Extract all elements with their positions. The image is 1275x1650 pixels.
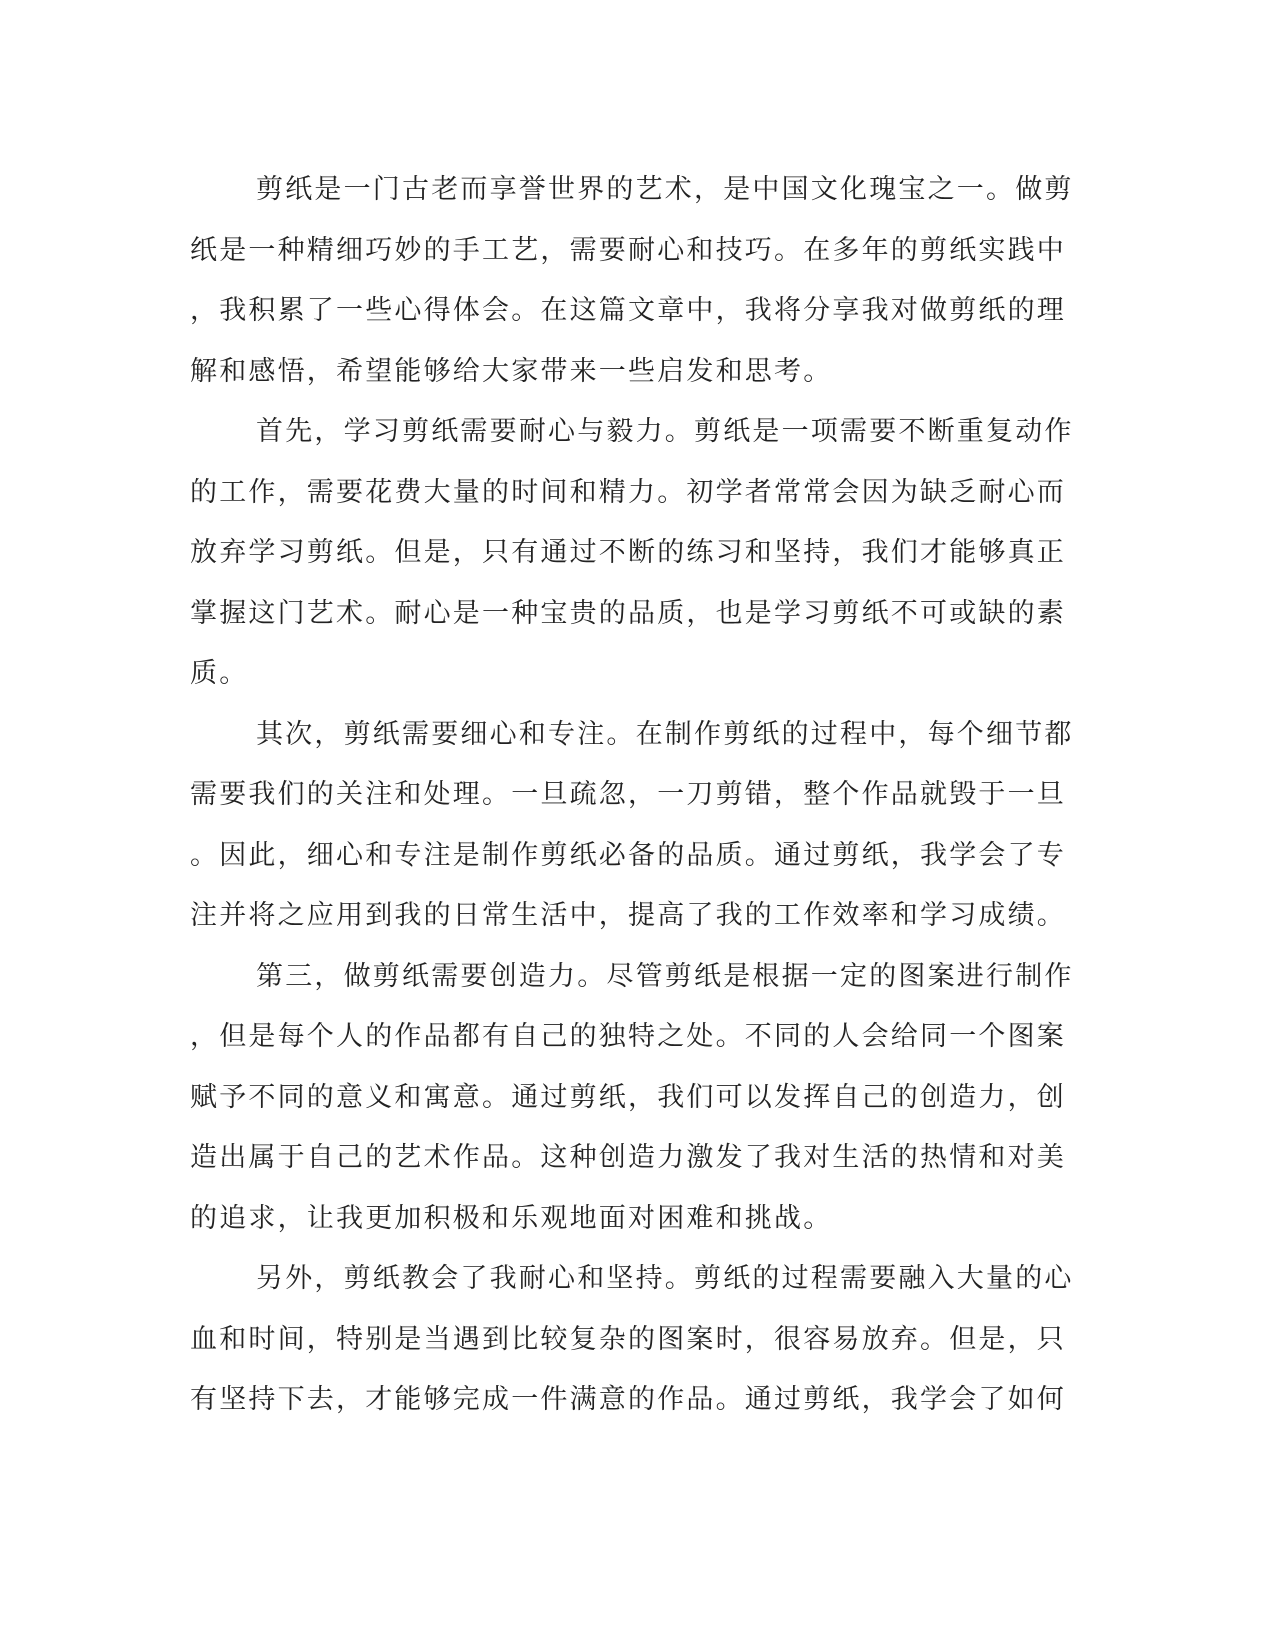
paragraph-4-line-2: ，但是每个人的作品都有自己的独特之处。不同的人会给同一个图案 — [190, 1021, 1066, 1052]
paragraph-4-line-1: 第三，做剪纸需要创造力。尽管剪纸是根据一定的图案进行制作 — [256, 960, 1074, 992]
paragraph-2-line-2: 的工作，需要花费大量的时间和精力。初学者常常会因为缺乏耐心而 — [190, 476, 1066, 508]
paragraph-4-line-3: 赋予不同的意义和寓意。通过剪纸，我们可以发挥自己的创造力，创 — [190, 1081, 1066, 1113]
paragraph-1-line-4: 解和感悟，希望能够给大家带来一些启发和思考。 — [190, 355, 833, 387]
paragraph-5-line-2: 血和时间，特别是当遇到比较复杂的图案时，很容易放弃。但是，只 — [190, 1323, 1066, 1355]
paragraph-4-line-5: 的追求，让我更加积极和乐观地面对困难和挑战。 — [190, 1202, 833, 1234]
paragraph-3-line-1: 其次，剪纸需要细心和专注。在制作剪纸的过程中，每个细节都 — [256, 718, 1074, 750]
paragraph-1-line-1: 剪纸是一门古老而享誉世界的艺术，是中国文化瑰宝之一。做剪 — [256, 174, 1074, 205]
paragraph-5-line-3: 有坚持下去，才能够完成一件满意的作品。通过剪纸，我学会了如何 — [190, 1384, 1066, 1415]
paragraph-1-line-2: 纸是一种精细巧妙的手工艺，需要耐心和技巧。在多年的剪纸实践中 — [190, 234, 1066, 266]
paragraph-3-line-3: 。因此，细心和专注是制作剪纸必备的品质。通过剪纸，我学会了专 — [190, 839, 1066, 871]
paragraph-2-line-4: 掌握这门艺术。耐心是一种宝贵的品质，也是学习剪纸不可或缺的素 — [190, 597, 1066, 629]
article-body — [190, 160, 1090, 1431]
paragraph-1-line-3: ，我积累了一些心得体会。在这篇文章中，我将分享我对做剪纸的理 — [190, 295, 1066, 326]
paragraph-3-line-4: 注并将之应用到我的日常生活中，提高了我的工作效率和学习成绩。 — [190, 900, 1066, 931]
paragraph-4-line-4: 造出属于自己的艺术作品。这种创造力激发了我对生活的热情和对美 — [190, 1142, 1066, 1173]
paragraph-3-line-2: 需要我们的关注和处理。一旦疏忽，一刀剪错，整个作品就毁于一旦 — [190, 779, 1066, 810]
paragraph-5-line-1: 另外，剪纸教会了我耐心和坚持。剪纸的过程需要融入大量的心 — [256, 1263, 1074, 1294]
paragraph-2-line-3: 放弃学习剪纸。但是，只有通过不断的练习和坚持，我们才能够真正 — [190, 537, 1066, 568]
paragraph-2-line-5: 质。 — [190, 658, 249, 689]
paragraph-2-line-1: 首先，学习剪纸需要耐心与毅力。剪纸是一项需要不断重复动作 — [256, 416, 1074, 447]
